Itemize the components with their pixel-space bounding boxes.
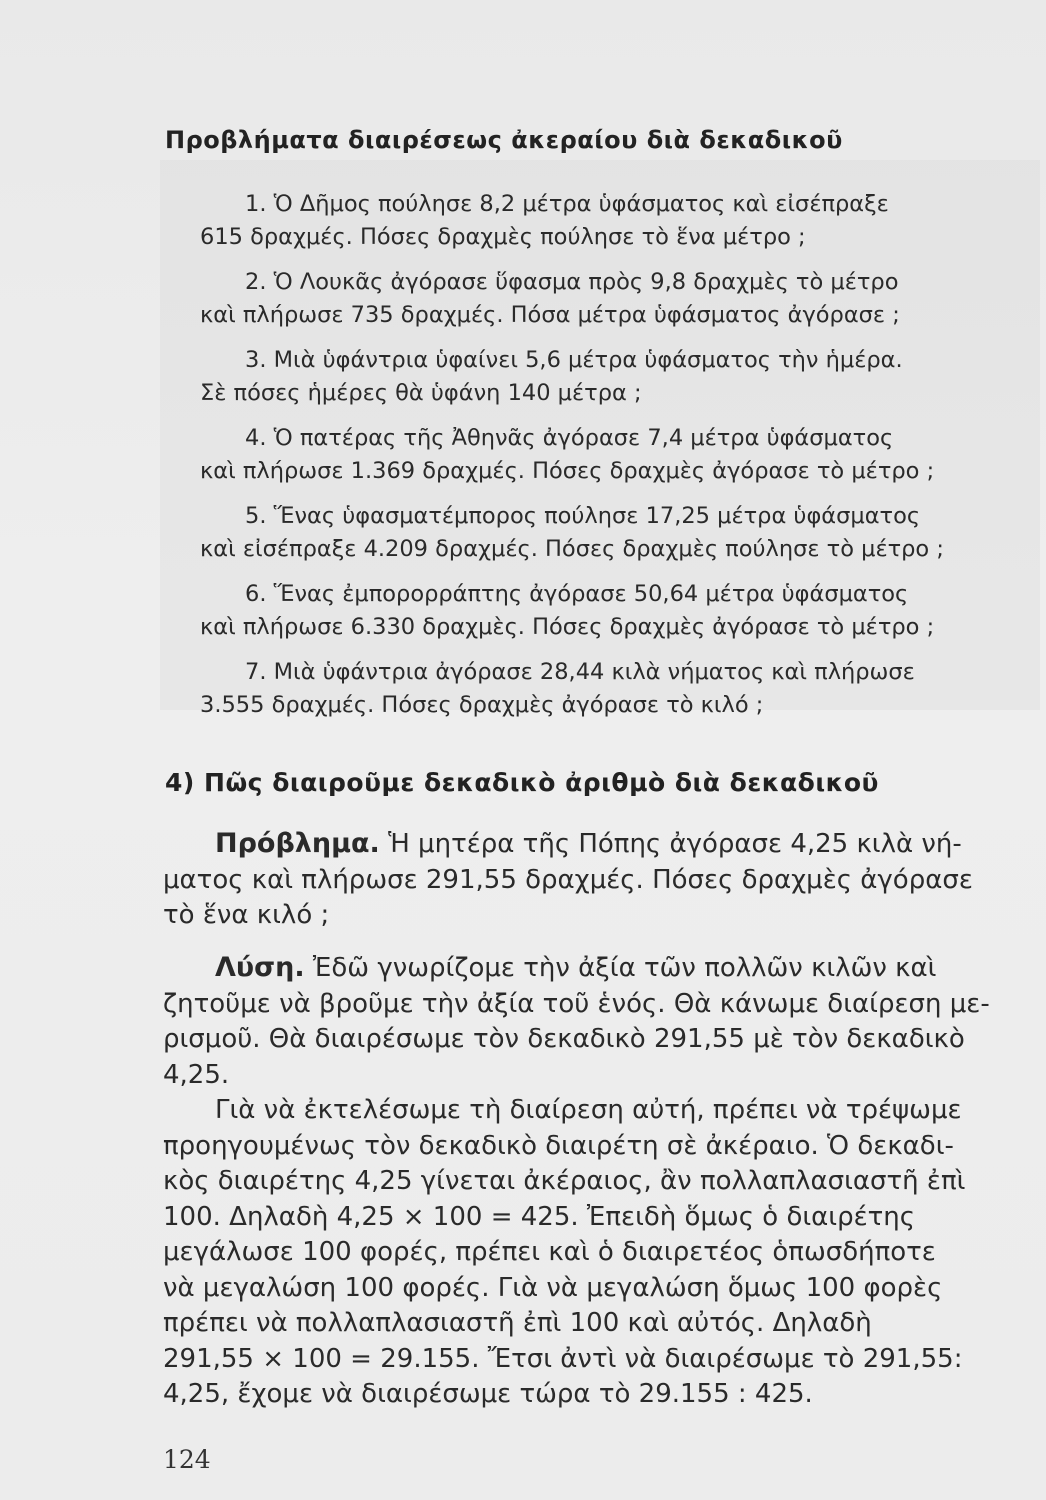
- list-item: [200, 344, 990, 409]
- problem-line: 5. Ἕνας ὑφασματέμπορος πούλησε 17,25 μέτρα ὑφάσματος: [245, 503, 921, 529]
- explanation-text: πρέπει νὰ πολλαπλασιαστῆ ἐπὶ 100 καὶ αὐτός. Δηλαδὴ: [163, 1308, 872, 1338]
- solution-text: ρισμοῦ. Θὰ διαιρέσωμε τὸν δεκαδικὸ 291,55 μὲ τὸν δεκαδικὸ: [163, 1024, 965, 1054]
- solution-paragraph: [163, 950, 1019, 1093]
- explanation-text: προηγουμένως τὸν δεκαδικὸ διαιρέτη σὲ ἀκέραιο. Ὁ δεκαδι-: [163, 1130, 954, 1161]
- problem-paragraph: [163, 826, 1019, 934]
- solution-label: Λύση.: [215, 952, 305, 983]
- solution-text: Ἐδῶ γνωρίζομε τὴν ἀξία τῶν πολλῶν κιλῶν καὶ: [312, 953, 937, 983]
- problem-line: καὶ πλήρωσε 6.330 δραχμὲς. Πόσες δραχμὲς ἀγόρασε τὸ μέτρο ;: [200, 613, 935, 640]
- explanation-text: Γιὰ νὰ ἐκτελέσωμε τὴ διαίρεση αὐτή, πρέπει νὰ τρέψωμε: [215, 1095, 962, 1125]
- problem-line: 4. Ὁ πατέρας τῆς Ἀθηνᾶς ἀγόρασε 7,4 μέτρα ὑφάσματος: [245, 425, 894, 451]
- problem-label: Πρόβλημα.: [215, 828, 380, 859]
- list-item: [200, 578, 990, 643]
- explanation-text: μεγάλωσε 100 φορές, πρέπει καὶ ὁ διαιρετέος ὁπωσδήποτε: [163, 1237, 936, 1267]
- explanation-text: κὸς διαιρέτης 4,25 γίνεται ἀκέραιος, ἂν πολλαπλασιαστῆ ἐπὶ: [163, 1166, 966, 1196]
- problem-line: 3.555 δραχμές. Πόσες δραχμὲς ἀγόρασε τὸ κιλό ;: [200, 691, 764, 718]
- section-title-decimal-division: 4) Πῶς διαιροῦμε δεκαδικὸ ἀριθμὸ διὰ δεκαδικοῦ: [165, 768, 879, 797]
- explanation-text: 291,55 × 100 = 29.155. Ἔτσι ἀντὶ νὰ διαιρέσωμε τὸ 291,55:: [163, 1343, 963, 1374]
- problem-line: 7. Μιὰ ὑφάντρια ἀγόρασε 28,44 κιλὰ νήματος καὶ πλήρωσε: [245, 659, 915, 685]
- solution-text: ζητοῦμε νὰ βροῦμε τὴν ἀξία τοῦ ἑνός. Θὰ κάνωμε διαίρεση με-: [163, 988, 990, 1019]
- problem-line: καὶ εἰσέπραξε 4.209 δραχμές. Πόσες δραχμὲς πούλησε τὸ μέτρο ;: [200, 535, 944, 562]
- problem-line: 3. Μιὰ ὑφάντρια ὑφαίνει 5,6 μέτρα ὑφάσματος τὴν ἡμέρα.: [245, 347, 903, 373]
- list-item: [200, 500, 990, 565]
- problem-line: καὶ πλήρωσε 1.369 δραχμές. Πόσες δραχμὲς ἀγόρασε τὸ μέτρο ;: [200, 457, 935, 484]
- problem-line: καὶ πλήρωσε 735 δραχμές. Πόσα μέτρα ὑφάσματος ἀγόρασε ;: [200, 301, 900, 328]
- list-item: [200, 266, 990, 331]
- list-item: [200, 188, 990, 253]
- problem-line: Σὲ πόσες ἡμέρες θὰ ὑφάνη 140 μέτρα ;: [200, 379, 642, 406]
- explanation-text: 4,25, ἔχομε νὰ διαιρέσωμε τώρα τὸ 29.155 : 425.: [163, 1379, 813, 1409]
- problem-text: Ἡ μητέρα τῆς Πόπης ἀγόρασε 4,25 κιλὰ νή-: [388, 829, 962, 859]
- problem-text: ματος καὶ πλήρωσε 291,55 δραχμές. Πόσες δραχμὲς ἀγόρασε: [163, 864, 973, 895]
- problem-line: 615 δραχμές. Πόσες δραχμὲς πούλησε τὸ ἕνα μέτρο ;: [200, 223, 806, 250]
- section-title-integer-division: Προβλήματα διαιρέσεως ἀκεραίου διὰ δεκαδικοῦ: [165, 126, 843, 154]
- explanation-text: 100. Δηλαδὴ 4,25 × 100 = 425. Ἐπειδὴ ὅμως ὁ διαιρέτης: [163, 1201, 916, 1232]
- problem-text: τὸ ἕνα κιλό ;: [163, 900, 330, 930]
- page-number: 124: [163, 1445, 211, 1474]
- solution-text: 4,25.: [163, 1059, 230, 1090]
- list-item: [200, 422, 990, 487]
- problem-first-line: [163, 826, 1019, 863]
- problem-list: [200, 188, 990, 734]
- problem-line: 2. Ὁ Λουκᾶς ἀγόρασε ὕφασμα πρὸς 9,8 δραχμὲς τὸ μέτρο: [245, 269, 899, 295]
- list-item: [200, 656, 990, 721]
- explanation-text: νὰ μεγαλώση 100 φορές. Γιὰ νὰ μεγαλώση ὅμως 100 φορὲς: [163, 1272, 943, 1303]
- problem-line: 6. Ἕνας ἐμπορορράπτης ἀγόρασε 50,64 μέτρα ὑφάσματος: [245, 581, 909, 607]
- problem-line: 1. Ὁ Δῆμος πούλησε 8,2 μέτρα ὑφάσματος καὶ εἰσέπραξε: [245, 191, 889, 217]
- explanation-paragraph: [163, 1093, 1019, 1413]
- solution-first-line: [163, 950, 1019, 987]
